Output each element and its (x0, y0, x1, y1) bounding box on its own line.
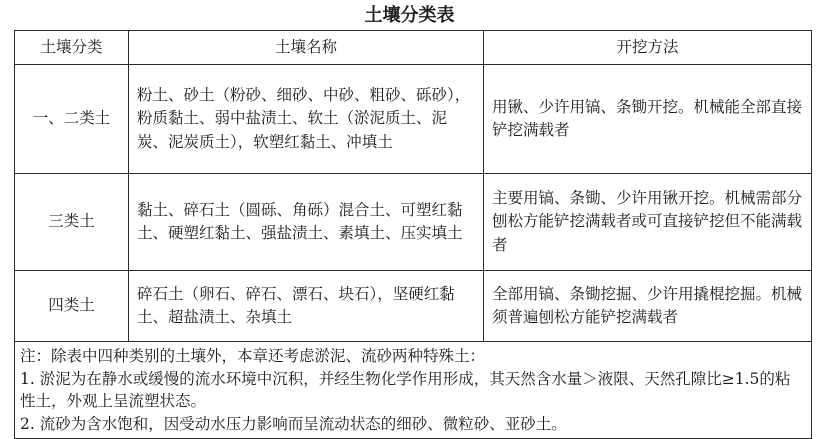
note-item: 2. 流砂为含水饱和，因受动水压力影响而呈流动状态的细砂、微粒砂、亚砂土。 (20, 414, 567, 433)
method-cell: 主要用镐、条锄、少许用锹开挖。机械需部分刨松方能铲挖满载者或可直接铲挖但不能满载者 (484, 174, 812, 271)
category-cell: 一、二类土 (15, 65, 129, 174)
category-cell: 四类土 (15, 271, 129, 342)
category-cell: 三类土 (15, 174, 129, 271)
soil-name-cell: 碎石土（卵石、碎石、漂石、块石），坚硬红黏土、超盐渍土、杂填土 (129, 271, 484, 342)
table-row (15, 271, 812, 342)
table-title: 土壤分类表 (364, 5, 455, 26)
soil-name-cell: 粉土、砂土（粉砂、细砂、中砂、粗砂、砾砂），粉质黏土、弱中盐渍土、软土（淤泥质土、泥炭、泥炭质土），软塑红黏土、冲填土 (129, 65, 484, 174)
note-intro: 注：除表中四种类别的土壤外，本章还考虑淤泥、流砂两种特殊土： (20, 347, 486, 365)
header-soil-name: 土壤名称 (129, 31, 484, 65)
table-row (15, 65, 812, 174)
header-excavation-method: 开挖方法 (484, 31, 812, 65)
soil-classification-table (14, 30, 812, 439)
notes-cell (15, 342, 812, 439)
notes-row (15, 342, 812, 439)
method-cell: 全部用镐、条锄挖掘、少许用撬棍挖掘。机械须普遍刨松方能铲挖满载者 (484, 271, 812, 342)
note-item: 1. 淤泥为在静水或缓慢的流水环境中沉积，并经生物化学作用形成，其天然含水量＞液限、天然孔隙比≥1.5的粘性土，外观上呈流塑状态。 (20, 369, 791, 410)
soil-name-cell: 黏土、碎石土（圆砾、角砾）混合土、可塑红黏土、硬塑红黏土、强盐渍土、素填土、压实填土 (129, 174, 484, 271)
header-row (15, 31, 812, 65)
table-row (15, 174, 812, 271)
method-cell: 用锹、少许用镐、条锄开挖。机械能全部直接铲挖满载者 (484, 65, 812, 174)
header-category: 土壤分类 (15, 31, 129, 65)
